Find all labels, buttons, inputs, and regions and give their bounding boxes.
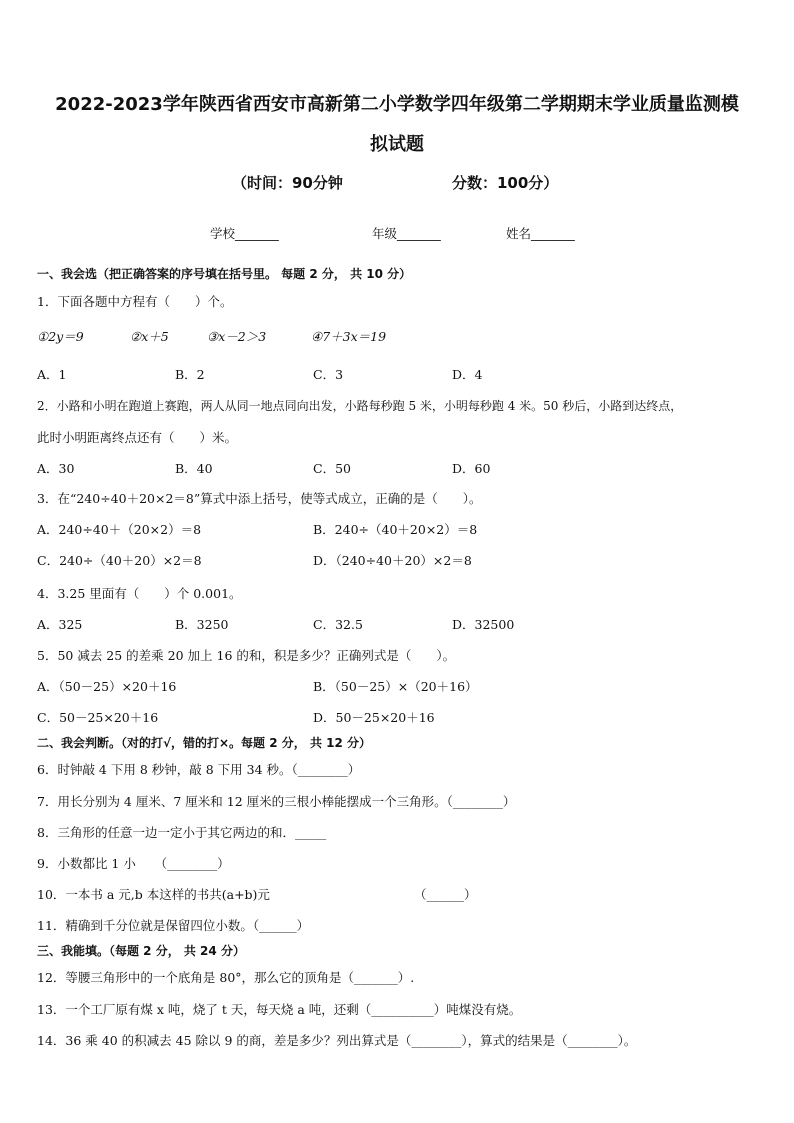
question-1: 1．下面各题中方程有（ ）个。: [37, 294, 233, 309]
question-10: 10．一本书 a 元,b 本这样的书共(a+b)元: [37, 887, 270, 902]
q1-item-3: ③x－2＞3: [207, 329, 267, 344]
q1-item-2: ②x＋5: [130, 329, 169, 344]
school-field: 学校_______: [210, 226, 279, 241]
question-13: 13．一个工厂原有煤 x 吨，烧了 t 天，每天烧 a 吨，还剩（__________）吨煤没有烧。: [37, 1002, 522, 1017]
question-12: 12．等腰三角形中的一个底角是 80°，那么它的顶角是（_______）.: [37, 970, 415, 985]
doc-title-line1: 2022-2023学年陕西省西安市高新第二小学数学四年级第二学期期末学业质量监测模: [55, 94, 739, 115]
q1-option-b: B．2: [175, 367, 205, 382]
q1-option-a: A．1: [37, 367, 67, 382]
question-11: 11．精确到千分位就是保留四位小数。（______）: [37, 918, 310, 933]
question-5: 5．50 减去 25 的差乘 20 加上 16 的和，积是多少？正确列式是（ ）。: [37, 648, 456, 663]
section-3-heading: 三、我能填。（每题 2 分， 共 24 分）: [37, 944, 245, 958]
q5-option-b: B．（50－25）×（20＋16）: [313, 679, 478, 694]
section-1-heading: 一、我会选（把正确答案的序号填在括号里。 每题 2 分， 共 10 分）: [37, 267, 412, 281]
q1-item-1: ①2y＝9: [37, 329, 84, 344]
exam-score: 分数：100分）: [452, 174, 559, 192]
q4-option-a: A．325: [37, 617, 83, 632]
name-field: 姓名_______: [506, 226, 575, 241]
q5-option-a: A．（50－25）×20＋16: [37, 679, 177, 694]
q2-option-b: B．40: [175, 461, 213, 476]
exam-time: （时间：90分钟: [232, 174, 343, 192]
q1-item-4: ④7＋3x＝19: [311, 329, 387, 344]
q2-option-a: A．30: [37, 461, 75, 476]
question-10-blank: （______）: [414, 887, 477, 902]
question-14: 14．36 乘 40 的积减去 45 除以 9 的商，差是多少？列出算式是（________），算式的结果是（________）。: [37, 1033, 637, 1048]
doc-title-line2: 拟试题: [370, 134, 424, 155]
question-2-line1: 2．小路和小明在跑道上赛跑，两人从同一地点同向出发，小路每秒跑 5 米，小明每秒跑 4 米。50 秒后，小路到达终点，: [37, 399, 683, 413]
section-2-heading: 二、我会判断。（对的打√，错的打×。每题 2 分， 共 12 分）: [37, 736, 371, 750]
q5-option-c: C．50－25×20＋16: [37, 710, 159, 725]
q3-option-d: D．（240÷40＋20）×2＝8: [313, 553, 472, 568]
q3-option-b: B．240÷（40＋20×2）＝8: [313, 522, 478, 537]
q1-option-c: C．3: [313, 367, 344, 382]
grade-field: 年级_______: [372, 226, 441, 241]
question-3: 3．在“240÷40＋20×2＝8”算式中添上括号，使等式成立，正确的是（ ）。: [37, 491, 482, 506]
q5-option-d: D．50－25×20＋16: [313, 710, 435, 725]
q4-option-c: C．32.5: [313, 617, 363, 632]
q3-option-c: C．240÷（40＋20）×2＝8: [37, 553, 202, 568]
q4-option-b: B．3250: [175, 617, 229, 632]
q3-option-a: A．240÷40＋（20×2）＝8: [37, 522, 202, 537]
q4-option-d: D．32500: [452, 617, 515, 632]
question-4: 4．3.25 里面有（ ）个 0.001。: [37, 586, 242, 601]
question-7: 7．用长分别为 4 厘米、7 厘米和 12 厘米的三根小棒能摆成一个三角形。（________）: [37, 794, 516, 809]
question-9: 9．小数都比 1 小 （________）: [37, 856, 230, 871]
q1-option-d: D．4: [452, 367, 483, 382]
question-6: 6．时钟敲 4 下用 8 秒钟，敲 8 下用 34 秒。（________）: [37, 762, 361, 777]
q2-option-d: D．60: [452, 461, 491, 476]
q2-option-c: C．50: [313, 461, 351, 476]
question-8: 8．三角形的任意一边一定小于其它两边的和．_____: [37, 825, 327, 840]
question-2-line2: 此时小明距离终点还有（ ）米。: [37, 430, 238, 445]
